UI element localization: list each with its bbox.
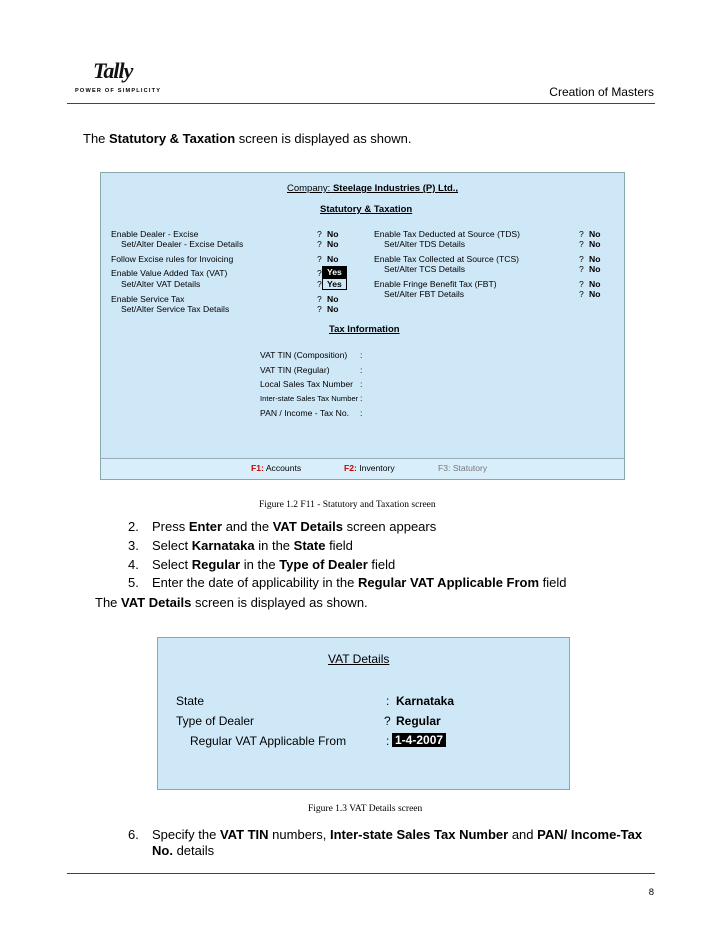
- f3-key: F3:: [438, 463, 451, 473]
- tally-logo: [75, 58, 165, 100]
- step-bold: VAT TIN: [219, 827, 269, 842]
- step-text: and: [508, 827, 538, 842]
- tax-row-label: PAN / Income - Tax No.: [260, 408, 349, 418]
- intro1-bold: Statutory & Taxation: [109, 131, 236, 146]
- footer-rule: [67, 873, 655, 874]
- step-text: Select: [152, 557, 192, 572]
- right-row-value[interactable]: No: [589, 239, 601, 249]
- section-title: Creation of Masters: [549, 85, 654, 99]
- dealer-type-label: Type of Dealer: [176, 714, 255, 728]
- f1-accounts-button[interactable]: [251, 463, 301, 473]
- step-number: 3.: [128, 538, 139, 553]
- left-row-q: ?: [317, 239, 322, 249]
- right-row-label: Enable Fringe Benefit Tax (FBT): [374, 279, 497, 289]
- step-bold: PAN/ Income-Tax: [537, 827, 643, 842]
- right-row-label: Set/Alter TDS Details: [384, 239, 466, 249]
- f2-inventory-button[interactable]: [344, 463, 395, 473]
- right-row-q: ?: [579, 239, 584, 249]
- right-row-q: ?: [579, 229, 584, 239]
- intro1-post: screen is displayed as shown.: [235, 131, 412, 146]
- left-row-value[interactable]: No: [327, 254, 339, 264]
- step-number: 2.: [128, 519, 139, 534]
- step-bold: Regular VAT Applicable From: [357, 575, 540, 590]
- company-name: Steelage Industries (P) Ltd.,: [332, 183, 459, 194]
- state-label: State: [176, 694, 205, 708]
- f3-statutory-button[interactable]: [438, 463, 487, 473]
- figure-caption-2: Figure 1.3 VAT Details screen: [308, 804, 423, 814]
- step-text: Enter the date of applicability in the: [152, 575, 358, 590]
- left-row-q: ?: [317, 268, 322, 278]
- left-row-value[interactable]: No: [327, 229, 339, 239]
- tax-row-sep: :: [360, 350, 363, 360]
- intro2-post: screen is displayed as shown.: [191, 595, 368, 610]
- right-row-value[interactable]: No: [589, 229, 601, 239]
- step-text: numbers,: [268, 827, 330, 842]
- state-sep: :: [386, 694, 390, 708]
- right-row-label: Set/Alter TCS Details: [384, 264, 466, 274]
- step-text: Press: [152, 519, 189, 534]
- step-bold: No.: [152, 843, 173, 858]
- tax-row-label: Inter-state Sales Tax Number: [260, 394, 359, 403]
- step-item: [128, 557, 395, 572]
- left-row-value[interactable]: No: [327, 304, 339, 314]
- right-row-q: ?: [579, 279, 584, 289]
- step-item: [128, 519, 436, 534]
- step-text: Select: [152, 538, 192, 553]
- tax-row-label: VAT TIN (Regular): [260, 365, 330, 375]
- tax-row-sep: :: [360, 365, 363, 375]
- statutory-taxation-screen: [100, 172, 625, 480]
- vat-from-label: Regular VAT Applicable From: [190, 734, 347, 748]
- step-bold: State: [293, 538, 326, 553]
- right-row-value[interactable]: No: [589, 254, 601, 264]
- step-bold: Inter-state Sales Tax Number: [329, 827, 509, 842]
- tax-info-title: Tax Information: [329, 324, 400, 335]
- tax-row-label: Local Sales Tax Number: [260, 379, 353, 389]
- dealer-type-value[interactable]: Regular: [396, 714, 441, 728]
- intro2-pre: The: [95, 595, 122, 610]
- right-row-value[interactable]: No: [589, 264, 601, 274]
- step-text: in the: [240, 557, 280, 572]
- intro2-bold: VAT Details: [121, 595, 192, 610]
- statutory-title: Statutory & Taxation: [320, 204, 413, 215]
- figure-caption-1: Figure 1.2 F11 - Statutory and Taxation screen: [259, 500, 436, 510]
- tax-row-sep: :: [360, 379, 363, 389]
- left-row-q: ?: [317, 229, 322, 239]
- header-rule: [67, 103, 655, 104]
- vat-enable-value[interactable]: Yes: [322, 266, 347, 278]
- intro-paragraph-1: [83, 131, 412, 146]
- vat-details-value[interactable]: Yes: [322, 278, 347, 290]
- left-row-label: Enable Dealer - Excise: [111, 229, 199, 239]
- right-row-value[interactable]: No: [589, 289, 601, 299]
- left-row-label: Set/Alter Dealer - Excise Details: [121, 239, 244, 249]
- step-number: 5.: [128, 575, 139, 590]
- step-text: and the: [222, 519, 273, 534]
- f2-label: Inventory: [359, 463, 395, 473]
- dealer-type-sep: ?: [384, 714, 391, 728]
- right-row-q: ?: [579, 289, 584, 299]
- f2-key: F2:: [344, 463, 357, 473]
- f1-key: F1:: [251, 463, 264, 473]
- vat-from-date[interactable]: 1-4-2007: [392, 733, 446, 747]
- right-row-label: Set/Alter FBT Details: [384, 289, 465, 299]
- step-bold: VAT Details: [272, 519, 344, 534]
- step-text: Specify the: [152, 827, 220, 842]
- step-text: field: [325, 538, 353, 553]
- left-row-label: Set/Alter VAT Details: [121, 279, 201, 289]
- step-text: details: [172, 843, 215, 858]
- left-row-q: ?: [317, 254, 322, 264]
- step-bold: Regular: [191, 557, 241, 572]
- tax-row-sep: :: [360, 408, 363, 418]
- left-row-label: Follow Excise rules for Invoicing: [111, 254, 234, 264]
- right-row-label: Enable Tax Collected at Source (TCS): [374, 254, 520, 264]
- step-text: field: [539, 575, 567, 590]
- vat-from-sep: :: [386, 734, 390, 748]
- logo-wordmark: Tally: [93, 58, 133, 83]
- f1-label: Accounts: [265, 463, 302, 473]
- left-row-q: ?: [317, 294, 322, 304]
- right-row-label: Enable Tax Deducted at Source (TDS): [374, 229, 521, 239]
- step-number: 6.: [128, 827, 139, 842]
- left-row-label: Set/Alter Service Tax Details: [121, 304, 230, 314]
- logo-tagline: POWER OF SIMPLICITY: [75, 88, 162, 94]
- left-row-q: ?: [317, 304, 322, 314]
- step-item: [128, 575, 567, 590]
- vat-details-screen: [157, 637, 570, 790]
- state-value[interactable]: Karnataka: [396, 694, 455, 708]
- left-row-q: ?: [317, 279, 322, 289]
- page-number: 8: [648, 887, 654, 898]
- f3-label: Statutory: [452, 463, 488, 473]
- vat-from-value[interactable]: [392, 733, 446, 747]
- step-item-6: [128, 827, 642, 842]
- left-row-label: Enable Value Added Tax (VAT): [111, 268, 228, 278]
- intro1-pre: The: [83, 131, 110, 146]
- right-row-value[interactable]: No: [589, 279, 601, 289]
- button-bar: [101, 458, 624, 479]
- step-item: [128, 538, 353, 553]
- step-bold: Enter: [188, 519, 223, 534]
- step-bold: Karnataka: [191, 538, 255, 553]
- step-text: in the: [254, 538, 294, 553]
- right-row-q: ?: [579, 264, 584, 274]
- step-bold: Type of Dealer: [279, 557, 368, 572]
- vat-details-title: VAT Details: [328, 652, 390, 666]
- right-row-q: ?: [579, 254, 584, 264]
- company-label: Company:: [287, 183, 331, 194]
- step-number: 4.: [128, 557, 139, 572]
- tax-row-sep: :: [360, 393, 363, 403]
- left-row-value[interactable]: No: [327, 294, 339, 304]
- intro-paragraph-2: [95, 595, 368, 610]
- company-line: [287, 183, 458, 194]
- tax-row-label: VAT TIN (Composition): [260, 350, 348, 360]
- step-item-6-line2: [152, 843, 214, 858]
- step-text: screen appears: [343, 519, 437, 534]
- left-row-label: Enable Service Tax: [111, 294, 185, 304]
- left-row-value[interactable]: No: [327, 239, 339, 249]
- step-text: field: [367, 557, 396, 572]
